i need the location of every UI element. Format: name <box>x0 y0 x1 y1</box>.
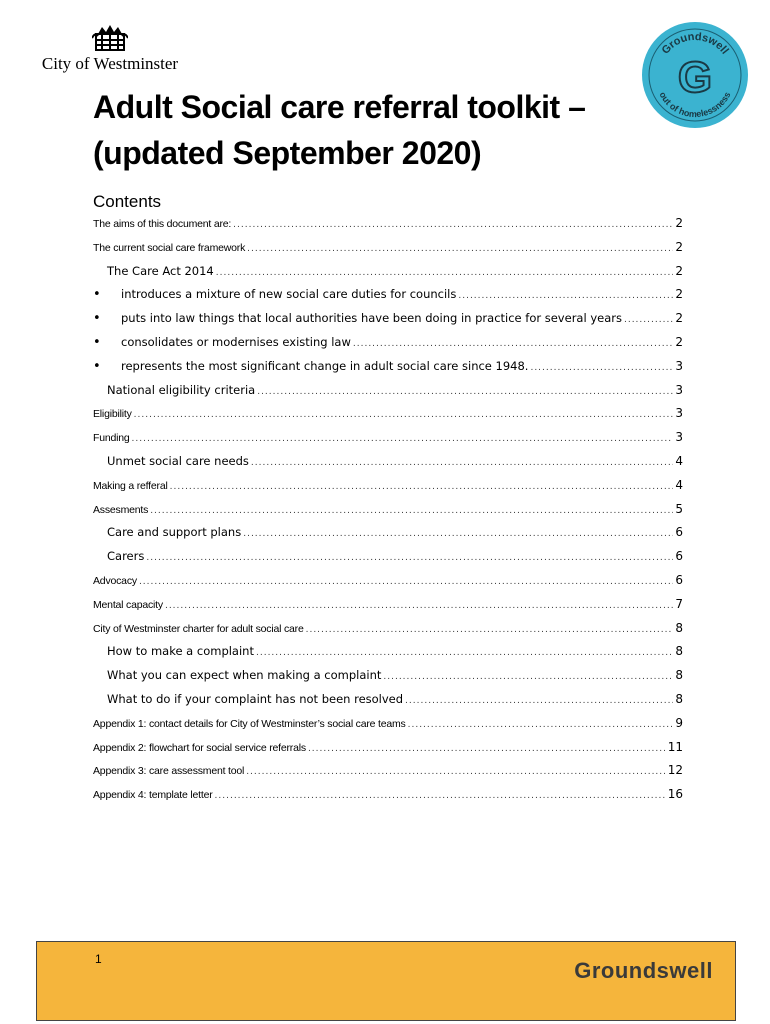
toc-entry-text: Making a refferal <box>93 479 168 492</box>
toc-page-number: 8 <box>675 668 683 683</box>
toc-entry[interactable] <box>93 783 683 807</box>
toc-leader-dots <box>251 452 673 476</box>
toc-page-number: 6 <box>675 549 683 564</box>
toc-page-number: 12 <box>667 763 683 778</box>
toc-entry[interactable] <box>93 331 683 355</box>
toc-leader-dots <box>353 333 673 357</box>
toc-leader-dots <box>139 571 673 595</box>
toc-entry[interactable] <box>93 402 683 426</box>
toc-leader-dots <box>458 285 673 309</box>
toc-page-number: 8 <box>675 644 683 659</box>
page-number: 1 <box>95 952 102 966</box>
badge-letter: G <box>677 53 713 102</box>
toc-entry-text: How to make a complaint <box>107 644 254 659</box>
portcullis-crest-icon <box>92 24 128 52</box>
toc-page-number: 6 <box>675 525 683 540</box>
toc-leader-dots <box>624 309 673 333</box>
toc-entry-text: Appendix 3: care assessment tool <box>93 765 245 778</box>
toc-page-number: 8 <box>675 620 683 635</box>
toc-entry-text: City of Westminster charter for adult social care <box>93 622 304 635</box>
toc-entry-text: Care and support plans <box>107 525 242 540</box>
toc-page-number: 2 <box>675 239 683 254</box>
toc-entry[interactable] <box>93 260 683 284</box>
toc-page-number: 9 <box>675 715 683 730</box>
toc-entry-text: Funding <box>93 432 130 445</box>
page-footer <box>36 941 736 1021</box>
toc-leader-dots <box>308 738 666 762</box>
toc-page-number: 4 <box>675 477 683 492</box>
toc-leader-dots <box>405 690 673 714</box>
toc-page-number: 3 <box>675 406 683 421</box>
toc-entry-text: The aims of this document are: <box>93 218 232 230</box>
toc-leader-dots <box>146 547 673 571</box>
toc-entry-text: Carers <box>107 549 145 564</box>
toc-leader-dots <box>170 476 674 500</box>
toc-entry-text: What to do if your complaint has not been resolved <box>107 691 404 706</box>
toc-page-number: 2 <box>675 263 683 278</box>
toc-leader-dots <box>150 500 673 524</box>
toc-entry[interactable] <box>93 474 683 498</box>
toc-entry-text: The current social care framework <box>93 241 246 254</box>
toc-page-number: 2 <box>675 334 683 349</box>
toc-entry[interactable] <box>93 498 683 522</box>
toc-leader-dots <box>132 428 674 452</box>
toc-entry[interactable] <box>93 545 683 569</box>
toc-entry[interactable] <box>93 688 683 712</box>
toc-leader-dots <box>246 761 666 785</box>
toc-leader-dots <box>215 785 666 809</box>
toc-page-number: 2 <box>675 216 683 230</box>
toc-entry-text: What you can expect when making a complaint <box>107 668 382 683</box>
toc-entry-text: Assesments <box>93 503 149 516</box>
toc-entry[interactable] <box>93 307 683 331</box>
toc-leader-dots <box>247 238 673 262</box>
document-title: Adult Social care referral toolkit – (updated September 2020) <box>93 89 586 171</box>
toc-entry[interactable] <box>93 236 683 260</box>
toc-leader-dots <box>306 619 674 643</box>
toc-leader-dots <box>216 262 674 286</box>
toc-leader-dots <box>256 642 673 666</box>
toc-entry[interactable] <box>93 593 683 617</box>
toc-entry-text: • introduces a mixture of new social care duties for councils <box>93 283 456 307</box>
contents-heading: Contents <box>93 192 162 211</box>
toc-entry[interactable] <box>93 640 683 664</box>
toc-leader-dots <box>165 595 673 619</box>
toc-page-number: 8 <box>675 691 683 706</box>
toc-leader-dots <box>530 357 673 381</box>
toc-leader-dots <box>257 381 673 405</box>
badge-bottom-text: out of homelessness <box>657 90 733 120</box>
toc-entry-text: Appendix 1: contact details for City of Westminster’s social care teams <box>93 717 406 730</box>
toc-entry-text: Unmet social care needs <box>107 453 249 468</box>
toc-entry-text: Eligibility <box>93 408 132 421</box>
toc-leader-dots <box>243 523 673 547</box>
toc-entry[interactable] <box>93 212 683 236</box>
toc-leader-dots <box>134 404 674 428</box>
toc-entry[interactable] <box>93 712 683 736</box>
toc-entry[interactable] <box>93 664 683 688</box>
toc-page-number: 5 <box>675 501 683 516</box>
toc-entry[interactable] <box>93 569 683 593</box>
toc-entry[interactable] <box>93 617 683 641</box>
toc-page-number: 4 <box>675 453 683 468</box>
toc-page-number: 16 <box>667 787 683 802</box>
toc-entry-text: Mental capacity <box>93 598 163 611</box>
badge-top-text: Groundswell <box>659 30 731 57</box>
toc-entry[interactable] <box>93 736 683 760</box>
toc-page-number: 6 <box>675 572 683 587</box>
toc-entry[interactable] <box>93 521 683 545</box>
toc-entry-text: • represents the most significant change in adult social care since 1948. <box>93 355 528 379</box>
toc-leader-dots <box>408 714 674 738</box>
toc-entry-text: • consolidates or modernises existing law <box>93 331 351 355</box>
toc-page-number: 3 <box>675 382 683 397</box>
toc-entry[interactable] <box>93 355 683 379</box>
toc-page-number: 3 <box>675 430 683 445</box>
toc-page-number: 3 <box>675 358 683 373</box>
toc-entry-text: The Care Act 2014 <box>107 263 214 278</box>
toc-entry[interactable] <box>93 450 683 474</box>
toc-page-number: 2 <box>675 287 683 302</box>
toc-leader-dots <box>383 666 673 690</box>
toc-entry-text: National eligibility criteria <box>107 382 256 397</box>
groundswell-badge-icon <box>640 20 750 130</box>
toc-entry[interactable] <box>93 426 683 450</box>
toc-entry[interactable] <box>93 759 683 783</box>
toc-entry-text: Advocacy <box>93 574 137 587</box>
toc-entry-text: Appendix 2: flowchart for social service referrals <box>93 741 306 754</box>
westminster-logo <box>40 24 180 74</box>
toc-page-number: 7 <box>675 596 683 611</box>
toc-leader-dots <box>233 214 673 238</box>
toc-entry[interactable] <box>93 379 683 403</box>
toc-entry-text: Appendix 4: template letter <box>93 789 213 802</box>
council-name: City of Westminster <box>41 54 179 73</box>
groundswell-footer-logo: Groundswell <box>574 958 713 983</box>
toc-page-number: 2 <box>675 311 683 326</box>
toc-entry[interactable] <box>93 283 683 307</box>
toc-page-number: 11 <box>667 739 683 754</box>
toc-entry-text: • puts into law things that local authorities have been doing in practice for several years <box>93 307 622 331</box>
table-of-contents <box>93 212 683 807</box>
